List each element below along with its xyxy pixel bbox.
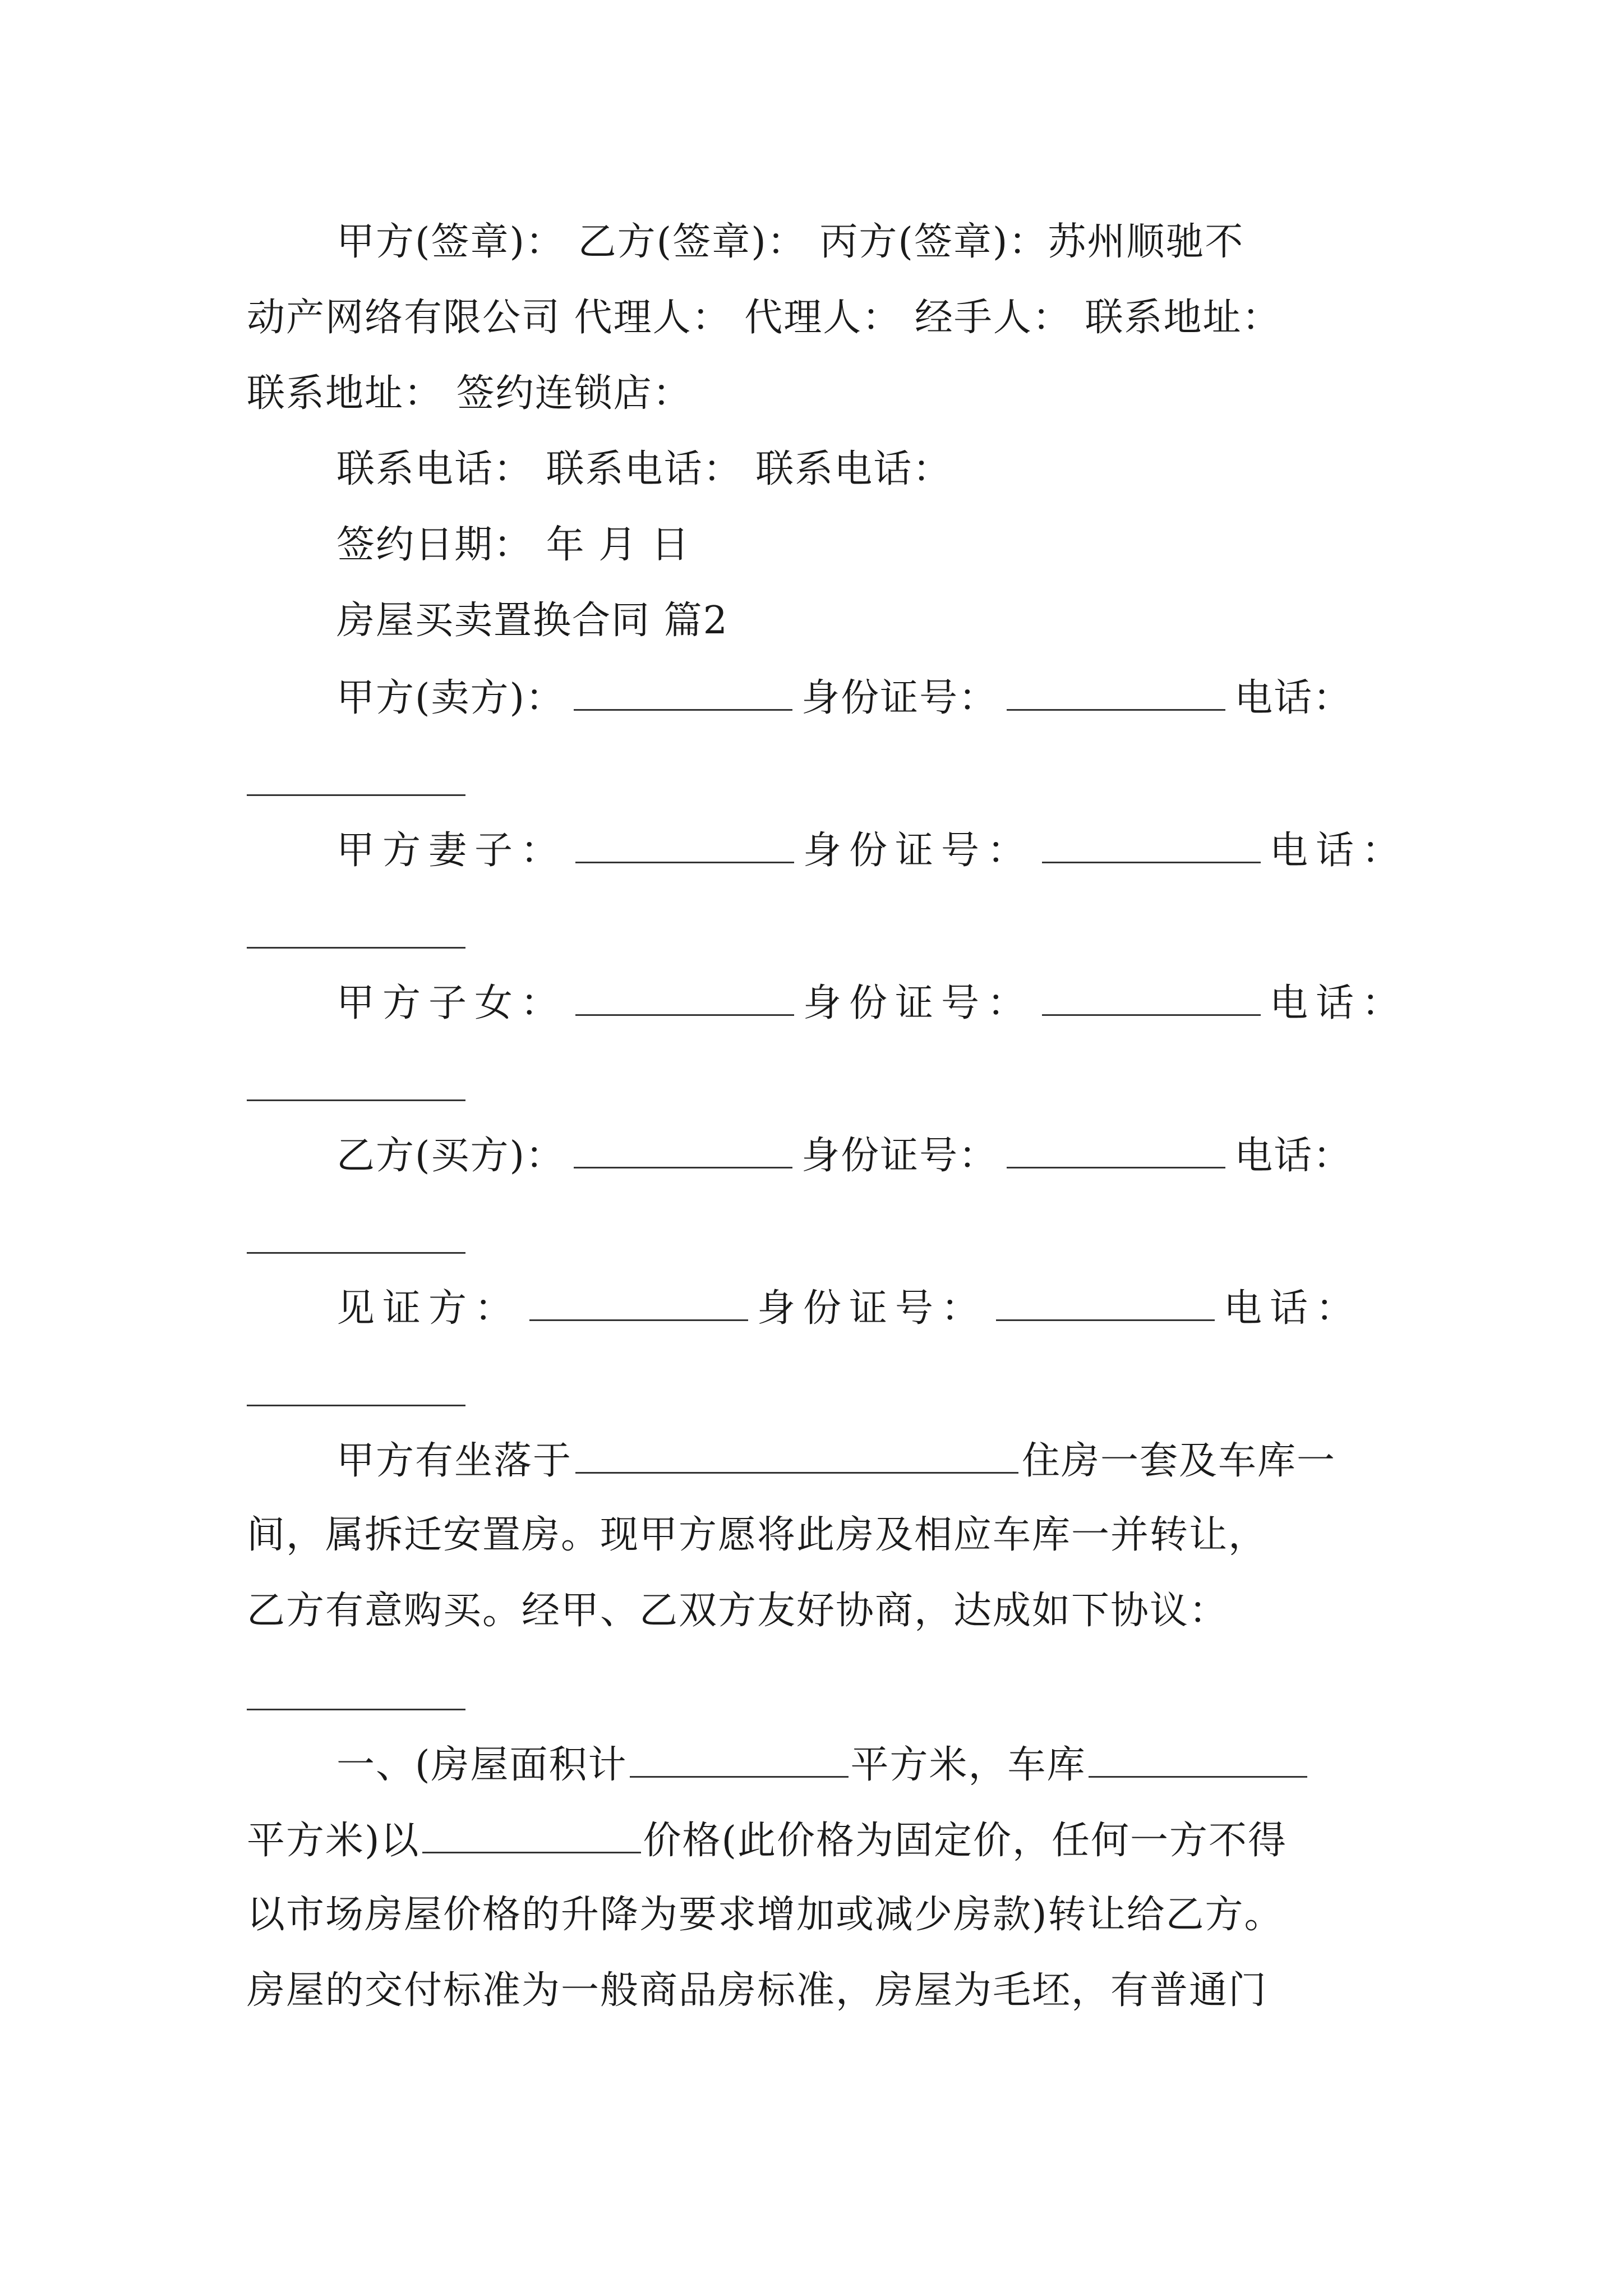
witness-phone-blank [247, 1405, 465, 1406]
seller-row [336, 676, 1623, 720]
area-blank [630, 1745, 849, 1778]
address-line: 联系地址： 签约连锁店： [247, 371, 692, 416]
p2-text-c: 平方米)以 [247, 1819, 420, 1863]
paragraph-1-line-1 [336, 1439, 1623, 1483]
witness-label: 见证方： [336, 1286, 521, 1331]
paragraph-2-line-2 [247, 1819, 1623, 1863]
agent-line: 动产网络有限公司 代理人： 代理人： 经手人： 联系地址： [247, 296, 1281, 340]
buyer-name-blank [574, 1135, 792, 1168]
child-name-blank [575, 983, 794, 1016]
p2-text-d: 价格(此价格为固定价，任何一方不得 [643, 1819, 1288, 1863]
buyer-label: 乙方(买方)： [336, 1134, 565, 1178]
witness-name-blank [529, 1288, 748, 1321]
garage-area-blank [1089, 1745, 1307, 1778]
witness-id-blank [996, 1288, 1215, 1321]
signature-line: 甲方(签章)： 乙方(签章)： 丙方(签章)：苏州顺驰不 [336, 220, 1244, 264]
p2-text-b: 平方米，车库 [850, 1743, 1086, 1787]
price-blank [422, 1820, 641, 1853]
seller-id-blank [1007, 678, 1225, 711]
wife-label: 甲方妻子： [336, 829, 567, 873]
buyer-phone-blank [247, 1252, 465, 1254]
seller-phone-label: 电话： [1234, 676, 1353, 720]
p1-text-a: 甲方有坐落于 [336, 1439, 573, 1483]
location-blank [575, 1441, 1018, 1474]
phone-line: 联系电话： 联系电话： 联系电话： [336, 447, 952, 491]
buyer-id-blank [1007, 1135, 1225, 1168]
child-phone-blank [247, 1099, 465, 1101]
seller-phone-blank [247, 794, 465, 796]
buyer-id-label: 身份证号： [801, 1134, 998, 1178]
paragraph-1-line-3: 乙方有意购买。经甲、乙双方友好协商，达成如下协议： [247, 1589, 1229, 1633]
buyer-row [336, 1134, 1623, 1178]
section-title: 房屋买卖置换合同 篇2 [336, 599, 728, 643]
child-row [336, 983, 1623, 1023]
witness-id-label: 身份证号： [757, 1286, 988, 1331]
wife-id-blank [1042, 830, 1261, 863]
wife-name-blank [575, 830, 794, 863]
buyer-phone-label: 电话： [1234, 1134, 1353, 1178]
paragraph-2-line-3: 以市场房屋价格的升降为要求增加或减少房款)转让给乙方。 [247, 1893, 1284, 1937]
seller-name-blank [574, 678, 792, 711]
seller-label: 甲方(卖方)： [336, 676, 565, 720]
wife-phone-label: 电话： [1270, 829, 1408, 873]
witness-row [336, 1286, 1623, 1331]
paragraph-1-trailing-blank [247, 1709, 465, 1710]
child-id-label: 身份证号： [803, 981, 1034, 1025]
wife-row [336, 829, 1623, 873]
paragraph-2-line-4: 房屋的交付标准为一般商品房标准，房屋为毛坯，有普通门 [247, 1968, 1268, 2013]
child-label: 甲方子女： [336, 981, 567, 1025]
p1-text-b: 住房一套及车库一 [1022, 1439, 1336, 1483]
p2-text-a: 一、(房屋面积计 [336, 1743, 628, 1787]
date-line: 签约日期： 年 月 日 [336, 523, 690, 567]
paragraph-2-line-1 [336, 1743, 1623, 1787]
wife-id-label: 身份证号： [803, 829, 1034, 873]
child-phone-label: 电话： [1270, 981, 1408, 1025]
paragraph-1-line-2: 间，属拆迁安置房。现甲方愿将此房及相应车库一并转让， [247, 1513, 1268, 1557]
child-id-blank [1042, 983, 1261, 1016]
wife-phone-blank [247, 947, 465, 949]
seller-id-label: 身份证号： [801, 676, 998, 720]
witness-phone-label: 电话： [1224, 1286, 1362, 1331]
